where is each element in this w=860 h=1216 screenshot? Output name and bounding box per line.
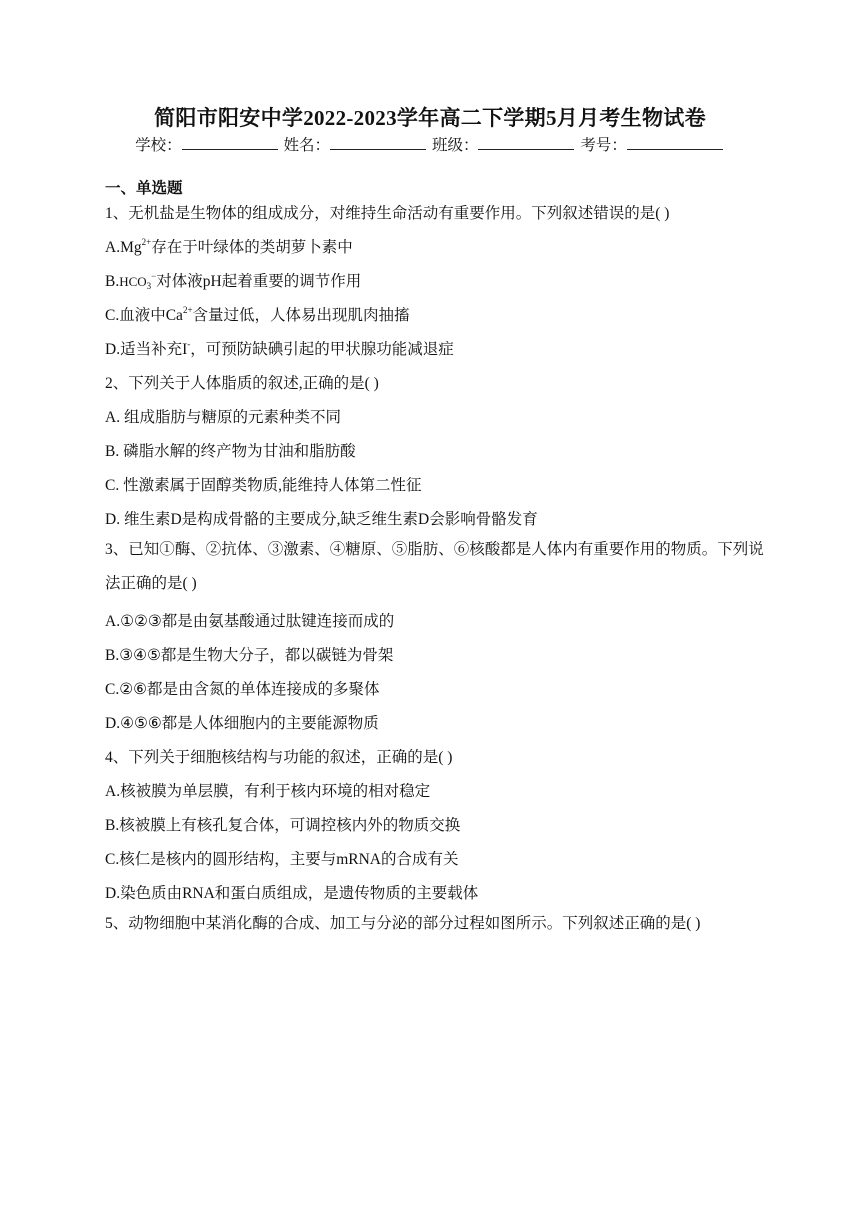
school-label: 学校： — [135, 137, 182, 154]
student-info-line — [0, 133, 860, 155]
class-label: 班级： — [431, 137, 479, 154]
question-5-stem: 5、动物细胞中某消化酶的合成、加工与分泌的部分过程如图所示。下列叙述正确的是( ) — [105, 915, 701, 932]
question-1-option-a: $A.Mg^{2+}$存在于叶绿体的类胡萝卜素中 — [105, 237, 353, 256]
name-label: 姓名： — [283, 137, 331, 154]
exam-number-label: 考号： — [580, 137, 627, 154]
question-3-option-a: A.①②③都是由氨基酸通过肽键连接而成的 — [105, 613, 395, 630]
name-blank[interactable] — [330, 135, 426, 150]
exam-title: 简阳市阳安中学2022-2023学年高二下学期5月月考生物试卷 — [154, 106, 706, 130]
question-3-stem: 3、已知①酶、②抗体、③激素、④糖原、⑤脂肪、⑥核酸都是人体内有重要作用的物质。下列说法正确的是( ) — [105, 541, 764, 592]
question-1-option-c: C.血液中$Ca^{2+}$含量过低，人体易出现肌肉抽搐 — [105, 305, 410, 324]
question-4-option-a: A.核被膜为单层膜，有利于核内环境的相对稳定 — [105, 783, 431, 800]
question-2-option-a: A. 组成脂肪与糖原的元素种类不同 — [105, 409, 341, 426]
question-2-option-d: D. 维生素D是构成骨骼的主要成分,缺乏维生素D会影响骨骼发育 — [105, 511, 538, 528]
class-blank[interactable] — [478, 135, 574, 150]
exam-number-blank[interactable] — [627, 135, 723, 150]
question-1-option-d: D.适当补充I-，可预防缺碘引起的甲状腺功能减退症 — [105, 339, 454, 358]
question-2-stem: 2、下列关于人体脂质的叙述,正确的是( ) — [105, 375, 379, 392]
question-1-option-b: $B.HCO_3^-$对体液pH起着重要的调节作用 — [105, 271, 362, 291]
question-3-option-b: B.③④⑤都是生物大分子，都以碳链为骨架 — [105, 647, 394, 664]
section-heading: 一、单选题 — [105, 180, 183, 197]
question-4-stem: 4、下列关于细胞核结构与功能的叙述，正确的是( ) — [105, 749, 453, 766]
question-4-option-c: C.核仁是核内的圆形结构，主要与mRNA的合成有关 — [105, 851, 459, 868]
question-2-option-c: C. 性激素属于固醇类物质,能维持人体第二性征 — [105, 477, 422, 494]
question-1-stem: 1、无机盐是生物体的组成成分，对维持生命活动有重要作用。下列叙述错误的是( ) — [105, 205, 670, 222]
school-blank[interactable] — [182, 135, 278, 150]
question-3-option-c: C.②⑥都是由含氮的单体连接成的多聚体 — [105, 681, 380, 698]
question-4-option-d: D.染色质由RNA和蛋白质组成，是遗传物质的主要载体 — [105, 885, 479, 902]
question-3-option-d: D.④⑤⑥都是人体细胞内的主要能源物质 — [105, 715, 379, 732]
question-2-option-b: B. 磷脂水解的终产物为甘油和脂肪酸 — [105, 443, 356, 460]
question-4-option-b: B.核被膜上有核孔复合体，可调控核内外的物质交换 — [105, 817, 461, 834]
